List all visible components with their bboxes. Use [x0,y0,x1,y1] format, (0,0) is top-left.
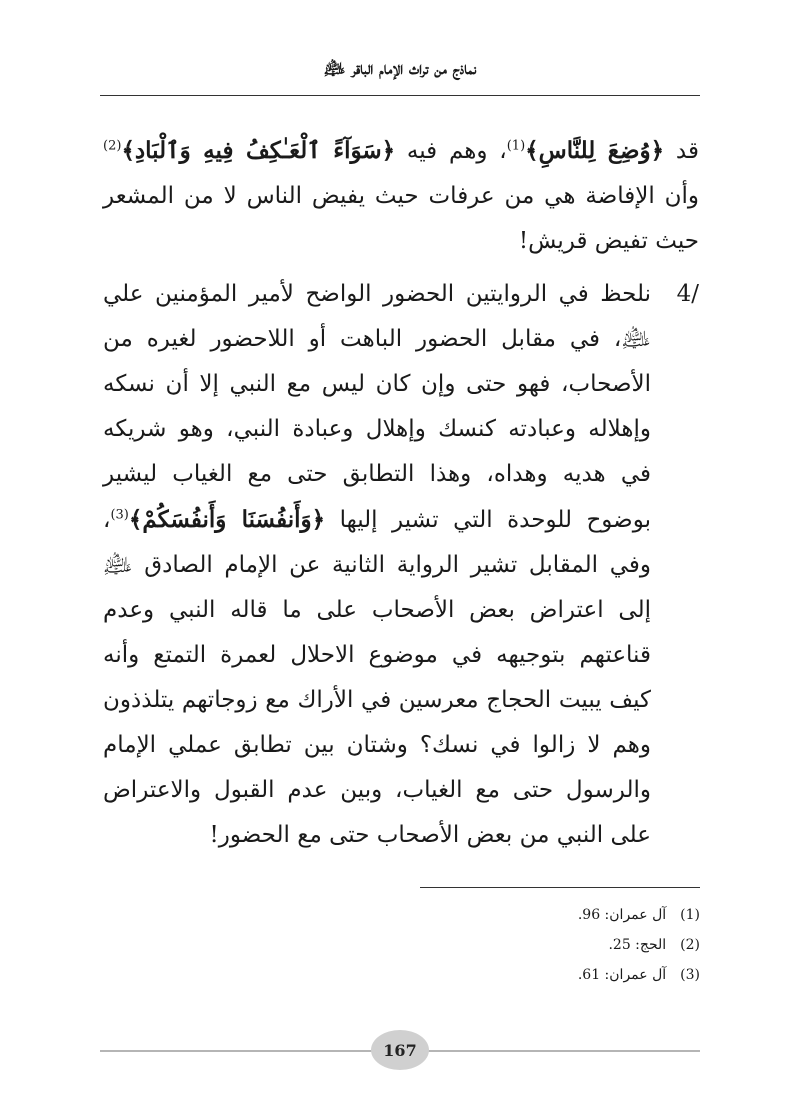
text-segment: ، وفي المقابل تشير الرواية الثانية عن الإمام الصادق ﵇ إلى اعتراض بعض الأصحاب على ما قاله النبي وعدم قناعتهم بتوجيهه في موضوع الاحلال لعمرة التمتع وأنه كيف يبيت الحجاج معرسين في الأراك مع زوجاتهم يتلذذون وهم لا زالوا في نسك؟ وشتان بين تطابق عملي الإمام والرسول حتى مع الغياب، وبين عدم القبول والاعتراض على النبي من بعض الأصحاب حتى مع الحضور! [103,507,651,848]
page-number: 167 [371,1030,429,1070]
footnote-text: آل عمران: 96. [577,907,667,923]
text-segment: ، وهم فيه [395,138,507,164]
footnote-text: الحج: 25. [608,937,667,953]
footnote-item [400,930,700,960]
item-number: 4/ [676,281,699,307]
text-segment: قد [664,138,699,164]
footnote-number: (1) [680,907,700,923]
footnote-divider [420,887,700,888]
footnote-ref[interactable]: (1) [506,138,526,154]
quran-quote: ﴿وَأَنفُسَنَا وَأَنفُسَكُمْ﴾ [128,506,326,533]
text-segment: نلحظ في الروايتين الحضور الواضح لأمير المؤمنين علي ﵇، في مقابل الحضور الباهت أو اللاحضور لغيره من الأصحاب، فهو حتى وإن كان ليس مع النبي إلا أن نسكه وإهلاله وعبادته كنسك وإهلال وعبادة النبي، وهو شريكه في هديه وهداه، وهذا التطابق حتى مع الغياب ليشير بوضوح للوحدة التي تشير إليها [103,281,651,533]
paragraph [103,128,699,264]
footnote-ref[interactable]: (2) [103,138,122,154]
text-segment: وأن الإفاضة هي من عرفات حيث يفيض الناس لا من المشعر حيث تفيض قريش! [103,183,700,254]
quran-quote: ﴿سَوَآءً ٱلْعَـٰكِفُ فِيهِ وَٱلْبَادِ﴾ [121,137,396,164]
footnote-ref[interactable]: (3) [110,507,129,523]
footnote-text: آل عمران: 61. [577,967,667,983]
footnote-item [400,960,700,990]
numbered-item [103,272,699,858]
header-divider [100,95,700,96]
footnotes [400,900,700,990]
footnote-number: (3) [680,967,700,983]
running-header: نماذج من تراث الإمام الباقر ﵇ [323,59,477,79]
footnote-number: (2) [680,937,700,953]
main-text [103,128,699,858]
footnote-item [400,900,700,930]
quran-quote: ﴿وُضِعَ لِلنَّاسِ﴾ [525,137,665,164]
